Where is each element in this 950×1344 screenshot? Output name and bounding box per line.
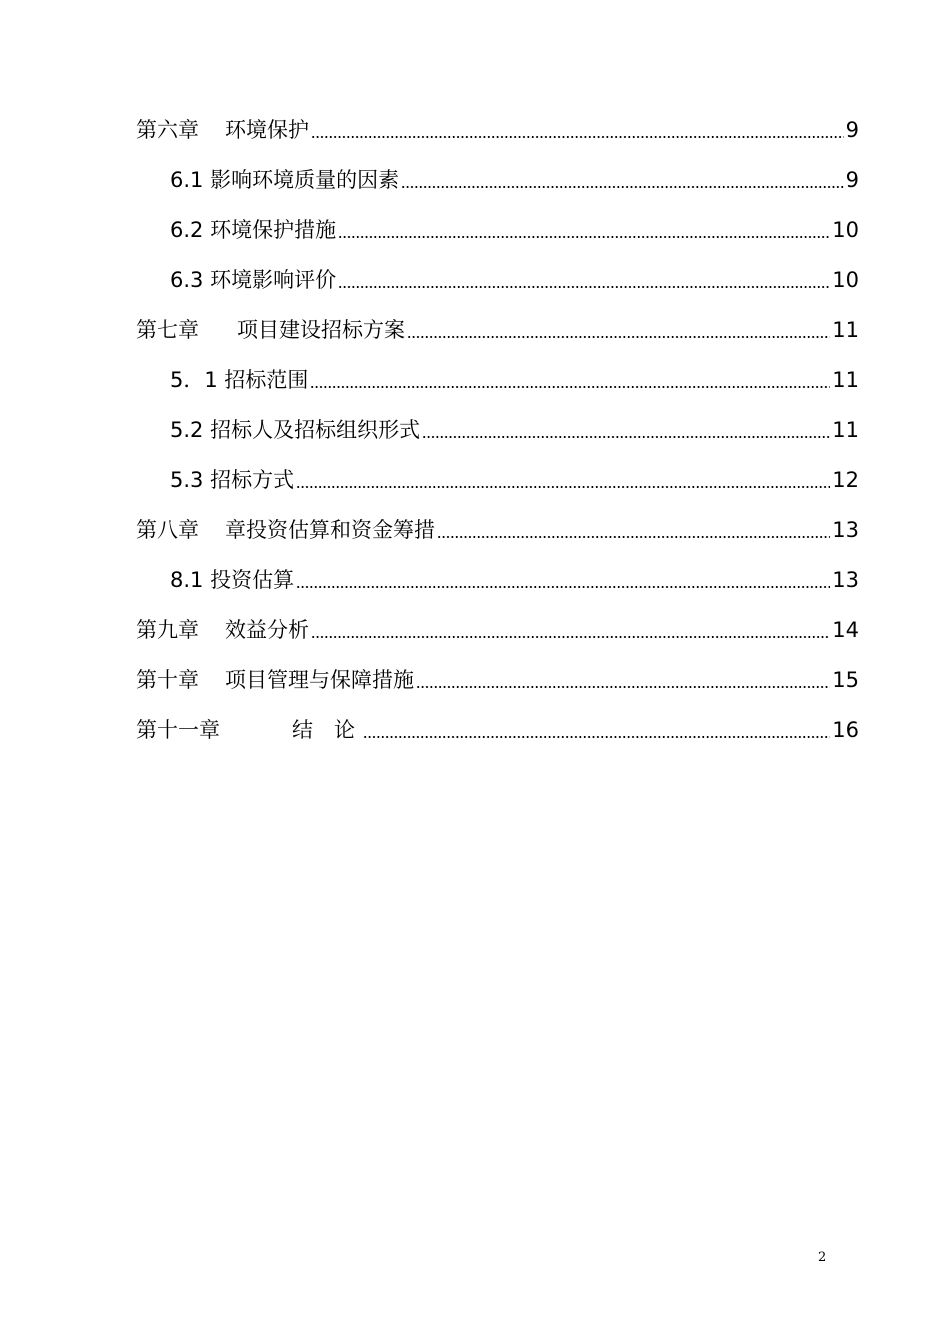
entry-title: 结 论 <box>292 718 355 742</box>
chapter-number: 第九章 <box>136 618 199 642</box>
toc-entry-chapter-9[interactable] <box>136 605 859 655</box>
chapter-number: 第十章 <box>136 668 199 692</box>
chapter-number: 第六章 <box>136 118 199 142</box>
dot-leader <box>338 236 830 238</box>
dot-leader <box>296 486 830 488</box>
dot-leader <box>401 186 844 188</box>
dot-leader <box>310 386 830 388</box>
toc-entry-chapter-8[interactable] <box>136 505 859 555</box>
page-reference: 11 <box>832 318 859 342</box>
toc-entry-text <box>170 205 336 255</box>
entry-title: 6.2 环境保护措施 <box>170 218 337 242</box>
page-reference: 10 <box>832 218 859 242</box>
toc-entry-text <box>170 355 308 405</box>
toc-entry-section-6-1[interactable] <box>170 155 859 205</box>
dot-leader <box>338 286 830 288</box>
toc-entry-text <box>170 255 336 305</box>
entry-title: 效益分析 <box>225 618 309 642</box>
dot-leader <box>437 536 830 538</box>
toc-entry-chapter-6[interactable] <box>136 105 859 155</box>
page-reference: 9 <box>845 168 859 192</box>
dot-leader <box>416 686 830 688</box>
toc-entry-chapter-10[interactable] <box>136 655 859 705</box>
toc-entry-text <box>170 455 294 505</box>
entry-title: 环境保护 <box>225 118 309 142</box>
toc-entry-text <box>136 505 435 555</box>
toc-entry-chapter-11[interactable] <box>136 705 859 755</box>
page-reference: 10 <box>832 268 859 292</box>
toc-entry-text <box>170 405 420 455</box>
page-reference: 13 <box>832 568 859 592</box>
page-reference: 14 <box>832 618 859 642</box>
chapter-number: 第七章 <box>136 318 199 342</box>
entry-title: 项目建设招标方案 <box>237 318 405 342</box>
toc-entry-text <box>136 705 355 755</box>
toc-entry-section-6-2[interactable] <box>170 205 859 255</box>
chapter-number: 第八章 <box>136 518 199 542</box>
entry-title: 项目管理与保障措施 <box>225 668 414 692</box>
toc-entry-chapter-7[interactable] <box>136 305 859 355</box>
entry-title: 5．1 招标范围 <box>170 368 309 392</box>
page-reference: 12 <box>832 468 859 492</box>
toc-entry-section-6-3[interactable] <box>170 255 859 305</box>
toc-entry-section-5-2[interactable] <box>170 405 859 455</box>
page-reference: 16 <box>832 718 859 742</box>
toc-entry-text <box>136 655 414 705</box>
toc-entry-text <box>170 555 294 605</box>
page-reference: 11 <box>832 418 859 442</box>
toc-entry-section-8-1[interactable] <box>170 555 859 605</box>
dot-leader <box>296 586 830 588</box>
page-reference: 9 <box>845 118 859 142</box>
toc-entry-text <box>136 105 309 155</box>
page-reference: 15 <box>832 668 859 692</box>
entry-title: 5.3 招标方式 <box>170 468 295 492</box>
chapter-number: 第十一章 <box>136 718 220 742</box>
entry-title: 6.1 影响环境质量的因素 <box>170 168 400 192</box>
toc-entry-section-5-1[interactable] <box>170 355 859 405</box>
dot-leader <box>407 336 830 338</box>
entry-title: 章投资估算和资金筹措 <box>225 518 435 542</box>
entry-title: 6.3 环境影响评价 <box>170 268 337 292</box>
toc-entry-text <box>136 305 405 355</box>
dot-leader <box>422 436 830 438</box>
toc-entry-text <box>170 155 399 205</box>
dot-leader <box>363 736 830 738</box>
toc-entry-text <box>136 605 309 655</box>
page-reference: 11 <box>832 368 859 392</box>
entry-title: 5.2 招标人及招标组织形式 <box>170 418 421 442</box>
dot-leader <box>311 636 830 638</box>
toc-entry-section-5-3[interactable] <box>170 455 859 505</box>
dot-leader <box>311 136 844 138</box>
page-reference: 13 <box>832 518 859 542</box>
page-number: 2 <box>818 1250 827 1265</box>
entry-title: 8.1 投资估算 <box>170 568 295 592</box>
